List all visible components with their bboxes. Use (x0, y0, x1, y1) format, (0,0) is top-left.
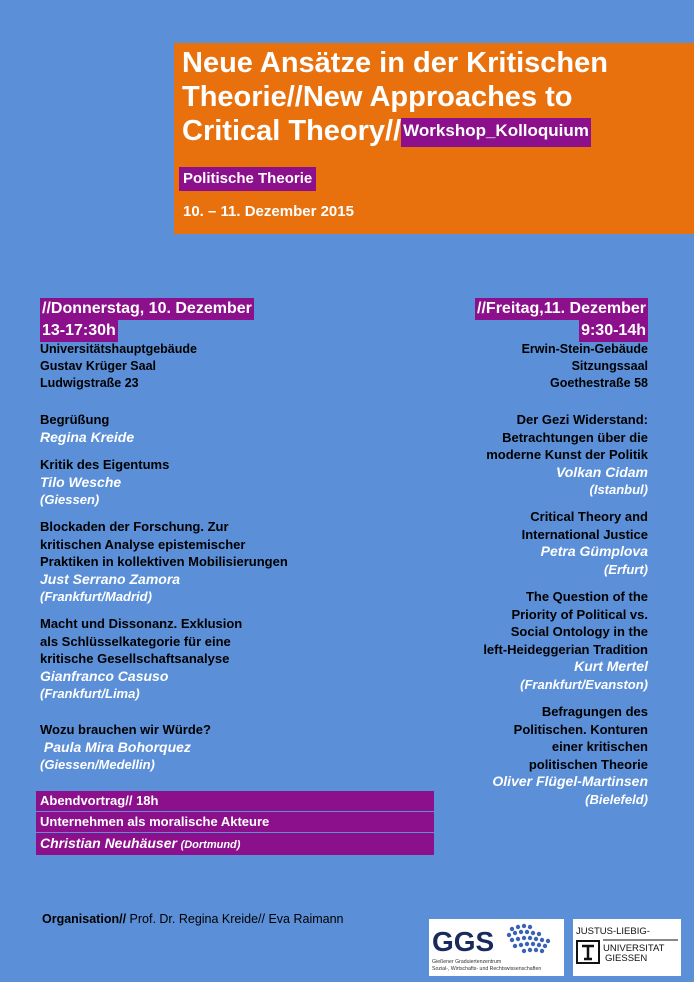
talk-title: Praktiken in kollektiven Mobilisierungen (40, 554, 288, 569)
talk-title: kritischen Analyse epistemischer (40, 536, 246, 552)
event-dates: 10. – 11. Dezember 2015 (183, 203, 354, 220)
ggs-logo (429, 919, 564, 976)
speaker-name: Petra Gümplova (540, 543, 648, 559)
day1-talk (40, 456, 169, 509)
day2-talk (483, 588, 648, 693)
day2-time: 9:30-14h (579, 320, 648, 342)
talk-title: International Justice (521, 526, 648, 542)
venue-line: Erwin-Stein-Gebäude (521, 342, 648, 356)
ggs-logo-line2: Sozial-, Wirtschafts- und Rechtswissenschaften (432, 966, 542, 972)
talk-title: Priority of Political vs. (511, 606, 648, 622)
day1-time: 13-17:30h (40, 320, 118, 342)
day2-venue (522, 341, 648, 392)
talk-title: Macht und Dissonanz. Exklusion (40, 616, 243, 631)
day2-talk (522, 508, 648, 578)
talk-title: Politischen. Konturen (513, 721, 648, 737)
title-box (174, 43, 694, 234)
speaker-name: Gianfranco Casuso (40, 667, 169, 684)
day1-venue (40, 341, 197, 392)
venue-line: Universitätshauptgebäude (40, 342, 197, 356)
venue-line: Sitzungssaal (571, 359, 648, 373)
day1-talk (40, 518, 288, 606)
day1-talk (40, 411, 134, 446)
talk-title: einer kritischen (551, 739, 648, 754)
talk-title: Befragungen des (541, 704, 648, 719)
day1-talk (40, 721, 211, 774)
organisation-label: Organisation// (42, 912, 127, 926)
title-line-2a: Theorie// (182, 81, 303, 113)
talk-title: Der Gezi Widerstand: (516, 412, 648, 427)
talk-title: Kritik des Eigentums (40, 457, 170, 472)
speaker-name: Paula Mira Bohorquez (40, 738, 191, 755)
speaker-place: (Frankfurt/Evanston) (520, 676, 648, 692)
day2-talk (486, 411, 648, 499)
speaker-place: (Frankfurt/Lima) (40, 686, 140, 701)
evening-title: Unternehmen als moralische Akteure (36, 812, 434, 832)
day1-talk (40, 615, 242, 703)
day2-header (475, 298, 648, 342)
day1-header (40, 298, 254, 342)
speaker-place: (Giessen) (40, 492, 100, 507)
talk-title: Begrüßung (40, 412, 110, 427)
day1-heading: //Donnerstag, 10. Dezember (40, 298, 254, 320)
venue-line: Ludwigstraße 23 (40, 376, 139, 390)
talk-title: Critical Theory and (530, 509, 648, 524)
talk-title: politischen Theorie (528, 756, 648, 772)
evening-speaker: Christian Neuhäuser (40, 835, 177, 851)
day2-heading: //Freitag,11. Dezember (475, 298, 648, 320)
speaker-name: Regina Kreide (40, 428, 135, 445)
speaker-name: Oliver Flügel-Martinsen (492, 773, 648, 789)
speaker-place: (Istanbul) (589, 482, 648, 497)
speaker-name: Just Serrano Zamora (40, 570, 181, 587)
ggs-logo-line1: Gießener Graduiertenzentrum (432, 959, 502, 965)
speaker-place: (Erfurt) (603, 561, 648, 577)
speaker-place: (Frankfurt/Madrid) (40, 589, 152, 604)
venue-line: Gustav Krüger Saal (40, 359, 157, 373)
speaker-place: (Bielefeld) (585, 791, 648, 807)
subtitle-badge: Politische Theorie (179, 167, 316, 191)
ggs-dots-icon (507, 924, 550, 953)
evening-place: (Dortmund) (180, 839, 241, 851)
title-line-2b: New Approaches to (302, 81, 573, 113)
ggs-logo-abbr: GGS (432, 926, 495, 957)
talk-title: als Schlüsselkategorie für eine (40, 633, 231, 649)
talk-title: Betrachtungen über die (502, 429, 648, 445)
title-line-1: Neue Ansätze in der Kritischen (182, 47, 608, 79)
evening-label: Abendvortrag// 18h (36, 791, 434, 811)
evening-speaker-row (36, 833, 434, 855)
jlu-logo (573, 919, 681, 976)
event-title (182, 46, 687, 148)
day2-talk (492, 703, 648, 808)
talk-title: moderne Kunst der Politik (486, 447, 648, 462)
venue-line: Goethestraße 58 (550, 376, 648, 390)
talk-title: Blockaden der Forschung. Zur (40, 519, 229, 534)
workshop-badge: Workshop_Kolloquium (401, 118, 591, 147)
organisation-names: Prof. Dr. Regina Kreide// Eva Raimann (126, 912, 344, 926)
talk-title: kritische Gesellschaftsanalyse (40, 651, 230, 666)
title-line-3: Critical Theory// (182, 115, 402, 147)
speaker-name: Volkan Cidam (555, 463, 648, 480)
talk-title: Wozu brauchen wir Würde? (40, 722, 211, 737)
speaker-name: Kurt Mertel (574, 658, 648, 674)
jlu-logo-line3: GIESSEN (605, 953, 648, 964)
jlu-logo-line1: JUSTUS-LIEBIG- (576, 926, 650, 937)
jlu-logo-line2: UNIVERSITAT (603, 943, 665, 954)
talk-title: The Question of the (525, 589, 648, 604)
speaker-name: Tilo Wesche (40, 473, 122, 490)
talk-title: Social Ontology in the (510, 624, 648, 639)
talk-title: left-Heideggerian Tradition (483, 641, 648, 657)
organisation-line (42, 912, 344, 926)
speaker-place: (Giessen/Medellin) (40, 757, 155, 772)
